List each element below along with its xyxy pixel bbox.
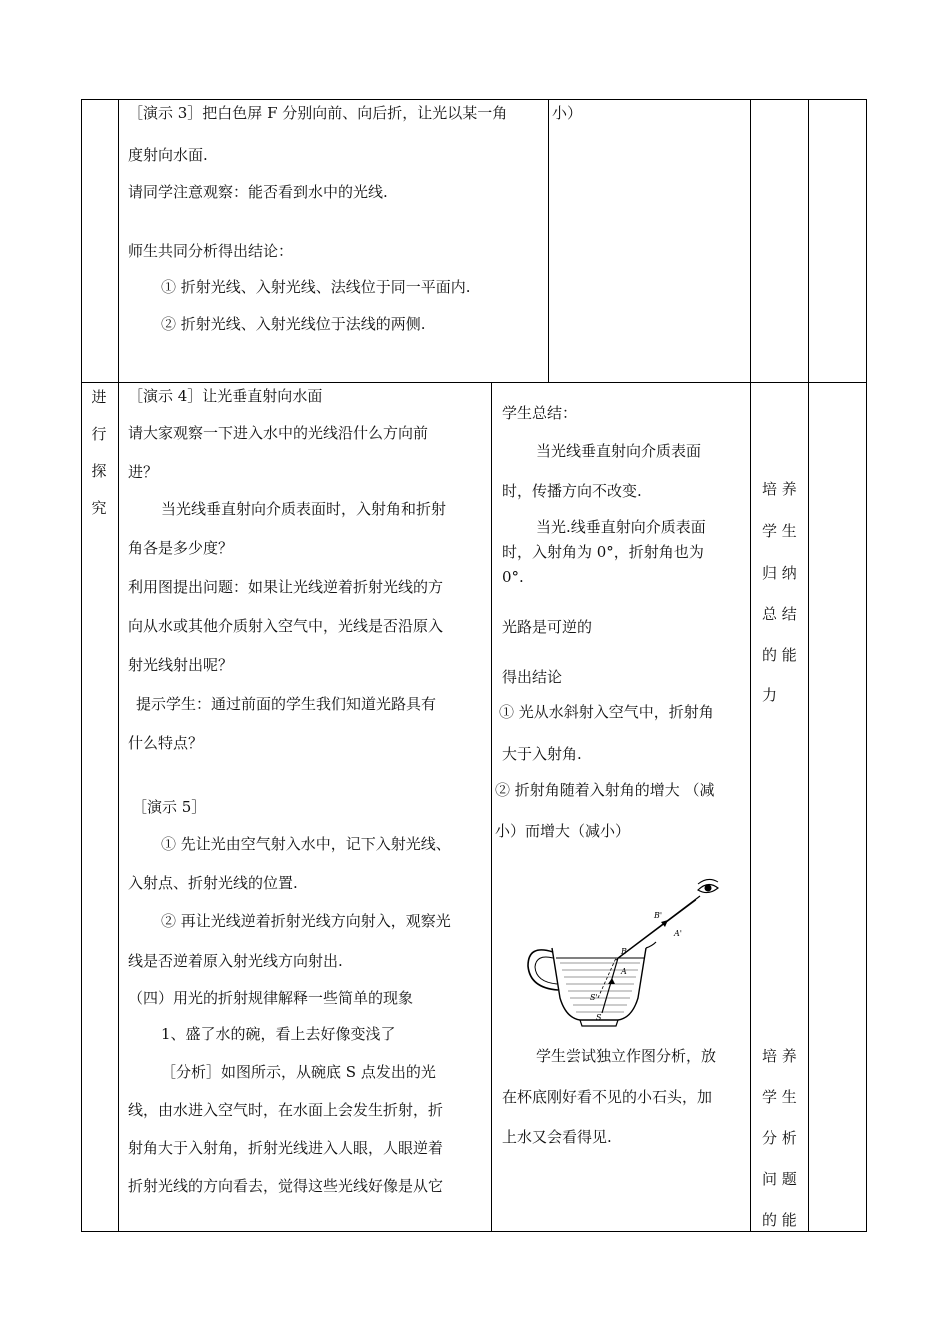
figure-label: B' xyxy=(654,911,663,920)
text-line: 射光线射出呢？ xyxy=(128,656,234,674)
text-line: 小）而增大（减小） xyxy=(495,822,631,840)
text-line: 请大家观察一下进入水中的光线沿什么方向前 xyxy=(128,424,429,442)
text-line: 当光线垂直射向介质表面 xyxy=(536,442,702,460)
text-line: 折射光线的方向看去，觉得这些光线好像是从它 xyxy=(128,1177,444,1195)
text-line: ［演示 3］把白色屏 F 分别向前、向后折，让光以某一角 xyxy=(128,104,508,122)
text-line: 力 xyxy=(762,686,778,704)
text-line: 当光.线垂直射向介质表面 xyxy=(536,518,706,536)
figure-label: A' xyxy=(674,929,682,938)
col-line-6 xyxy=(866,99,867,1232)
text-line: 学生总结： xyxy=(502,404,578,422)
text-line: 提示学生：通过前面的学生我们知道光路具有 xyxy=(136,695,437,713)
text-line: 师生共同分析得出结论： xyxy=(128,242,294,260)
text-line: 培 养 xyxy=(762,1047,797,1065)
text-line: ① 光从水斜射入空气中，折射角 xyxy=(499,703,714,721)
text-line: 利用图提出问题：如果让光线逆着折射光线的方 xyxy=(128,578,444,596)
text-line: 入射点、折射光线的位置. xyxy=(128,874,298,892)
text-line: 的 能 xyxy=(762,1211,797,1229)
text-line: 1、盛了水的碗，看上去好像变浅了 xyxy=(161,1025,396,1043)
text-line: ［分析］如图所示，从碗底 S 点发出的光 xyxy=(161,1063,436,1081)
text-line: 大于入射角. xyxy=(502,745,582,763)
text-line: （四）用光的折射规律解释一些简单的现象 xyxy=(128,989,414,1007)
text-line: 线，由水进入空气时，在水面上会发生折射，折 xyxy=(128,1101,444,1119)
text-line: 射角大于入射角，折射光线进入人眼，人眼逆着 xyxy=(128,1139,444,1157)
text-line: 问 题 xyxy=(762,1170,797,1188)
figure-label: S xyxy=(596,1013,602,1022)
text-line: 0°. xyxy=(502,568,524,586)
text-line: 归 纳 xyxy=(762,564,797,582)
text-line: ② 折射光线、入射光线位于法线的两侧. xyxy=(161,315,426,333)
text-line: 线是否逆着原入射光线方向射出. xyxy=(128,952,343,970)
stage-label: 进 行 探 究 xyxy=(91,388,107,517)
col-line-3-bottom xyxy=(491,382,492,1232)
col-line-4 xyxy=(750,99,751,1232)
text-line: 得出结论 xyxy=(502,668,563,686)
text-line: ［演示 4］让光垂直射向水面 xyxy=(128,387,323,405)
text-line: ① 折射光线、入射光线、法线位于同一平面内. xyxy=(161,278,471,296)
col-line-5 xyxy=(808,99,809,1232)
text-line: 时，入射角为 0°，折射角也为 xyxy=(502,543,704,561)
text-line: 度射向水面. xyxy=(128,146,208,164)
figure-label: S' xyxy=(590,993,598,1002)
text-line: 在杯底刚好看不见的小石头，加 xyxy=(502,1088,713,1106)
text-line: ① 先让光由空气射入水中，记下入射光线、 xyxy=(161,835,451,853)
text-line: 时，传播方向不改变. xyxy=(502,482,642,500)
text-line: ［演示 5］ xyxy=(132,798,207,816)
figure-label: A xyxy=(621,967,627,976)
text-line: 学 生 xyxy=(762,1088,797,1106)
text-line: 上水又会看得见. xyxy=(502,1128,612,1146)
text-line: 培 养 xyxy=(762,480,797,498)
text-line: ② 折射角随着入射角的增大 （减 xyxy=(495,781,715,799)
figure-label: B xyxy=(621,947,627,956)
text-line: 的 能 xyxy=(762,646,797,664)
text-line: 什么特点？ xyxy=(128,734,204,752)
row1-student-activity: 小） xyxy=(552,104,583,122)
text-line: 角各是多少度？ xyxy=(128,539,234,557)
text-line: 当光线垂直射向介质表面时，入射角和折射 xyxy=(161,500,447,518)
text-line: 进？ xyxy=(128,463,159,481)
col-line-3-top xyxy=(548,99,549,383)
text-line: 学生尝试独立作图分析，放 xyxy=(536,1047,717,1065)
text-line: 向从水或其他介质射入空气中，光线是否沿原入 xyxy=(128,617,444,635)
text-line: 光路是可逆的 xyxy=(502,618,593,636)
col-line-2 xyxy=(118,99,119,1232)
text-line: 请同学注意观察：能否看到水中的光线. xyxy=(128,183,388,201)
text-line: 总 结 xyxy=(762,605,797,623)
text-line: ② 再让光线逆着折射光线方向射入，观察光 xyxy=(161,912,451,930)
text-line: 学 生 xyxy=(762,522,797,540)
col-line-1 xyxy=(81,99,82,1232)
text-line: 分 析 xyxy=(762,1129,797,1147)
refraction-cup-figure xyxy=(520,878,730,1028)
